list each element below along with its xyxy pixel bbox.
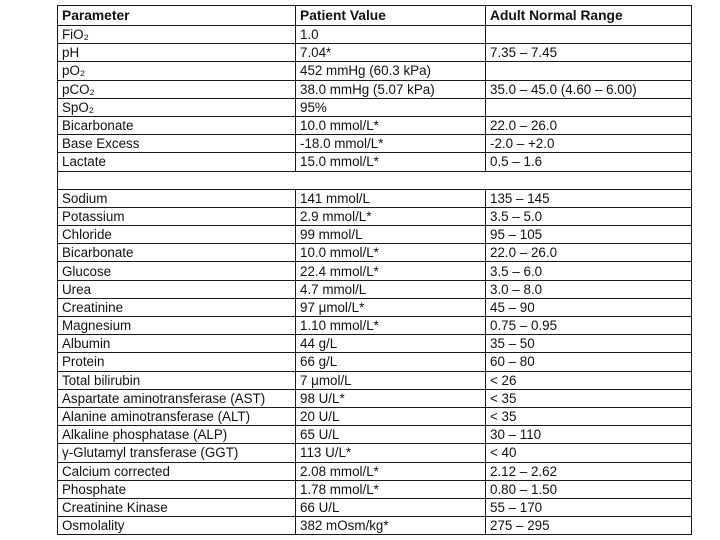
patient-value-cell: 382 mOsm/kg* [296,517,486,535]
normal-range-cell [486,26,692,44]
table-row [58,480,692,498]
patient-value-cell: 44 g/L [296,335,486,353]
table-row [58,353,692,371]
patient-value-cell: 10.0 mmol/L* [296,116,486,134]
parameter-cell: Potassium [58,207,296,225]
normal-range-cell: < 40 [486,444,692,462]
parameter-cell: Chloride [58,226,296,244]
normal-range-cell: 60 – 80 [486,353,692,371]
normal-range-cell: 22.0 – 26.0 [486,116,692,134]
table-row [58,371,692,389]
header-parameter: Parameter [58,6,296,26]
normal-range-cell: 3.5 – 5.0 [486,207,692,225]
table-row [58,135,692,153]
normal-range-cell: 3.5 – 6.0 [486,262,692,280]
table-row [58,80,692,98]
normal-range-cell: 35.0 – 45.0 (4.60 – 6.00) [486,80,692,98]
normal-range-cell: 0.5 – 1.6 [486,153,692,171]
patient-value-cell: 452 mmHg (60.3 kPa) [296,62,486,80]
parameter-cell: Alanine aminotransferase (ALT) [58,407,296,425]
table-row [58,280,692,298]
table-row [58,335,692,353]
patient-value-cell: 97 μmol/L* [296,298,486,316]
parameter-cell: pCO₂ [58,80,296,98]
patient-value-cell: 65 U/L [296,426,486,444]
normal-range-cell: -2.0 – +2.0 [486,135,692,153]
parameter-cell: Glucose [58,262,296,280]
table-row [58,426,692,444]
patient-value-cell: 7 μmol/L [296,371,486,389]
patient-value-cell: -18.0 mmol/L* [296,135,486,153]
table-row [58,262,692,280]
normal-range-cell [486,98,692,116]
normal-range-cell: < 35 [486,389,692,407]
normal-range-cell: 95 – 105 [486,226,692,244]
parameter-cell: Albumin [58,335,296,353]
patient-value-cell: 98 U/L* [296,389,486,407]
patient-value-cell: 15.0 mmol/L* [296,153,486,171]
patient-value-cell: 66 g/L [296,353,486,371]
parameter-cell: Creatinine [58,298,296,316]
parameter-cell: Alkaline phosphatase (ALP) [58,426,296,444]
parameter-cell: Bicarbonate [58,244,296,262]
normal-range-cell: 7.35 – 7.45 [486,44,692,62]
normal-range-cell: 55 – 170 [486,498,692,516]
parameter-cell: Total bilirubin [58,371,296,389]
parameter-cell: Bicarbonate [58,116,296,134]
header-normal-range: Adult Normal Range [486,6,692,26]
table-row [58,62,692,80]
header-row [58,6,692,26]
table-row [58,153,692,171]
patient-value-cell: 2.08 mmol/L* [296,462,486,480]
parameter-cell: Osmolality [58,517,296,535]
normal-range-cell: 2.12 – 2.62 [486,462,692,480]
parameter-cell: pO₂ [58,62,296,80]
table-row [58,226,692,244]
separator-row [58,171,692,189]
patient-value-cell: 1.0 [296,26,486,44]
table-row [58,298,692,316]
table-row [58,116,692,134]
parameter-cell: Lactate [58,153,296,171]
patient-value-cell: 66 U/L [296,498,486,516]
table-row [58,444,692,462]
parameter-cell: Sodium [58,189,296,207]
lab-results-table-container [57,5,691,535]
normal-range-cell: 22.0 – 26.0 [486,244,692,262]
patient-value-cell: 2.9 mmol/L* [296,207,486,225]
parameter-cell: Protein [58,353,296,371]
table-row [58,389,692,407]
lab-results-table [57,5,692,535]
table-row [58,498,692,516]
parameter-cell: FiO₂ [58,26,296,44]
patient-value-cell: 10.0 mmol/L* [296,244,486,262]
patient-value-cell: 95% [296,98,486,116]
parameter-cell: Phosphate [58,480,296,498]
separator-cell [58,171,692,189]
table-row [58,189,692,207]
table-row [58,517,692,535]
normal-range-cell: < 26 [486,371,692,389]
header-patient-value: Patient Value [296,6,486,26]
patient-value-cell: 4.7 mmol/L [296,280,486,298]
table-row [58,207,692,225]
normal-range-cell: 0.80 – 1.50 [486,480,692,498]
patient-value-cell: 38.0 mmHg (5.07 kPa) [296,80,486,98]
patient-value-cell: 20 U/L [296,407,486,425]
patient-value-cell: 113 U/L* [296,444,486,462]
normal-range-cell: 35 – 50 [486,335,692,353]
patient-value-cell: 1.10 mmol/L* [296,317,486,335]
parameter-cell: Aspartate aminotransferase (AST) [58,389,296,407]
table-row [58,44,692,62]
parameter-cell: Urea [58,280,296,298]
patient-value-cell: 7.04* [296,44,486,62]
table-row [58,244,692,262]
parameter-cell: SpO₂ [58,98,296,116]
normal-range-cell: 135 – 145 [486,189,692,207]
patient-value-cell: 99 mmol/L [296,226,486,244]
parameter-cell: Magnesium [58,317,296,335]
normal-range-cell [486,62,692,80]
patient-value-cell: 1.78 mmol/L* [296,480,486,498]
parameter-cell: γ-Glutamyl transferase (GGT) [58,444,296,462]
normal-range-cell: < 35 [486,407,692,425]
parameter-cell: Base Excess [58,135,296,153]
normal-range-cell: 45 – 90 [486,298,692,316]
table-row [58,98,692,116]
patient-value-cell: 141 mmol/L [296,189,486,207]
normal-range-cell: 30 – 110 [486,426,692,444]
parameter-cell: Creatinine Kinase [58,498,296,516]
normal-range-cell: 275 – 295 [486,517,692,535]
normal-range-cell: 3.0 – 8.0 [486,280,692,298]
table-row [58,317,692,335]
normal-range-cell: 0.75 – 0.95 [486,317,692,335]
parameter-cell: Calcium corrected [58,462,296,480]
table-row [58,407,692,425]
table-row [58,462,692,480]
parameter-cell: pH [58,44,296,62]
patient-value-cell: 22.4 mmol/L* [296,262,486,280]
table-row [58,26,692,44]
